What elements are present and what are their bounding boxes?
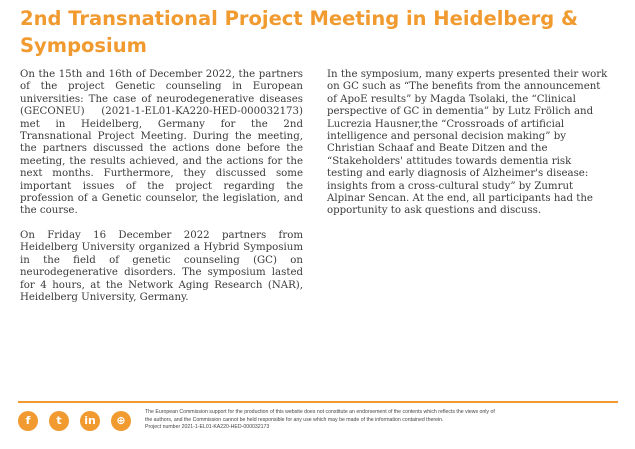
globe-icon[interactable]: ⊕ [111, 411, 131, 431]
eu-disclaimer [145, 409, 623, 432]
symposium-paragraph: On Friday 16 December 2022 partners from Heidelberg University organized a Hybrid Symposium in the field of genetic counseling (GC) on neurodegenerative disorders. The symposium lasted for 4 hours, at the Network Aging Research (NAR), Heidelberg University, Germany. [20, 229, 303, 303]
experts-paragraph: In the symposium, many experts presented their work on GC such as “The benefits from the announcement of ApoE results” by Magda Tsolaki, the “Clinical perspective of GC in dementia” by Lutz Frölich and Lucrezia Hausner,the “Crossroads of artificial intelligence and personal decision making” by Christian Schaaf and Beate Ditzen and the “Stakeholders' attitudes towards dementia risk testing and early diagnosis of Alzheimer's disease: insights from a cross-cultural study” by Zumrut Alpinar Sencan. At the end, all participants had the opportunity to ask questions and discuss. [327, 69, 608, 217]
left-column [20, 69, 303, 316]
facebook-icon[interactable]: f [18, 411, 38, 431]
right-column [327, 69, 610, 230]
footer-divider [18, 401, 618, 403]
disclaimer-line: The European Commission support for the production of this website does not constitute an endorsement of the contents which reflects the views only of [145, 409, 495, 415]
project-number: Project number 2021-1-EL01-KA220-HED-000032173 [145, 424, 270, 431]
disclaimer-line: the authors, and the Commission cannot be held responsible for any use which may be made of the information contained therein. [145, 416, 444, 423]
twitter-icon[interactable]: t [49, 411, 69, 431]
page-title: 2nd Transnational Project Meeting in Heidelberg & Symposium [20, 7, 578, 57]
intro-paragraph: On the 15th and 16th of December 2022, the partners of the project Genetic counseling in European universities: The case of neurodegenerative diseases (GECONEU) (2021-1-EL01-KA220-HED-000032173) met in Heidelberg, Germany for the 2nd Transnational Project Meeting. During the meeting, the partners discussed the actions done before the meeting, the results achieved, and the actions for the next months. Furthermore, they discussed some important issues of the project regarding the profession of a Genetic counselor, the legislation, and the course. [20, 69, 303, 217]
linkedin-icon[interactable]: in [80, 411, 100, 431]
